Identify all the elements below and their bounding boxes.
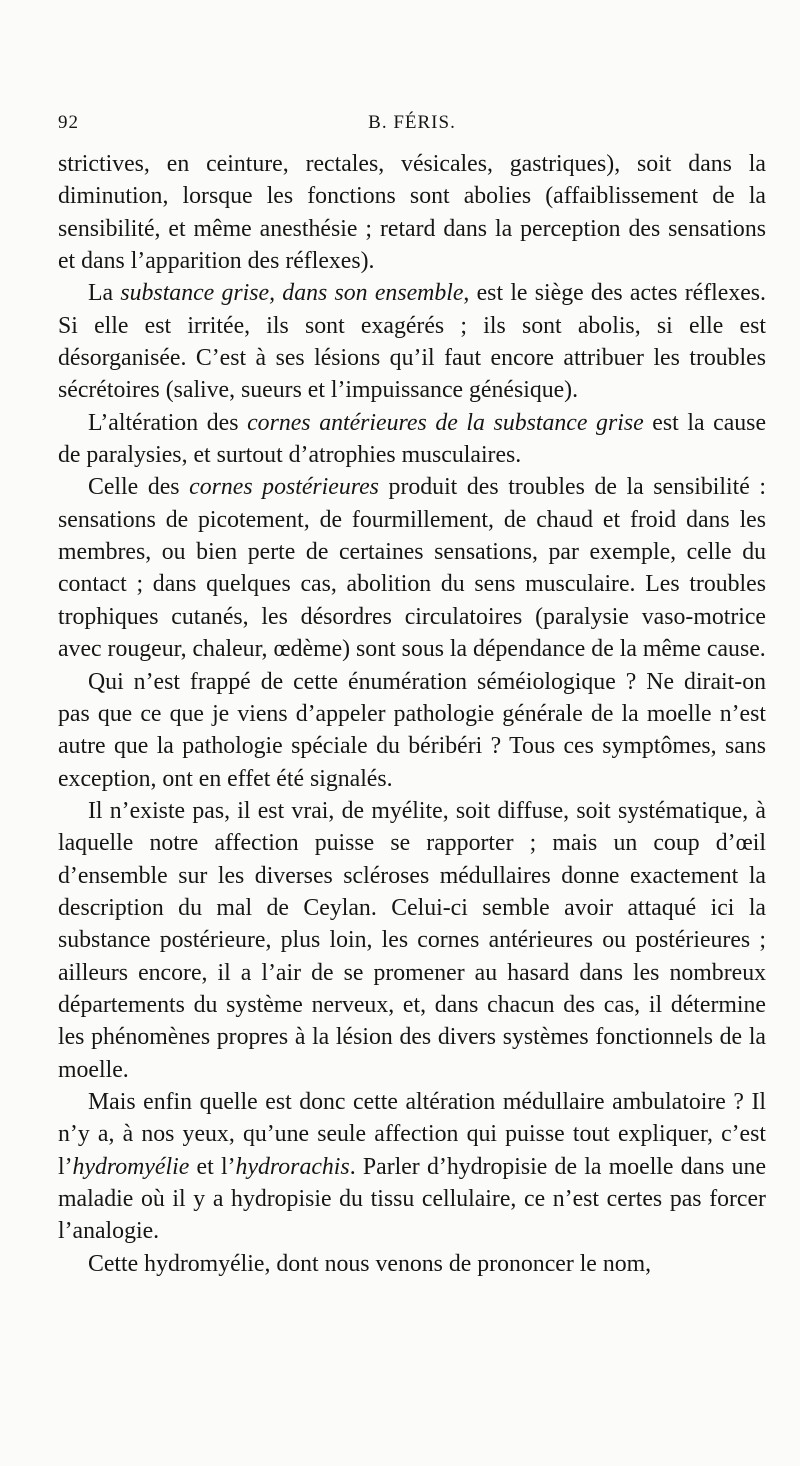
running-head (58, 112, 766, 148)
text-run: est la cause de paralysies, et surtout d’atrophies musculaires. (58, 409, 767, 469)
text-run: et l’ (189, 1153, 236, 1180)
text-run: Celle des (88, 474, 190, 501)
italic-term: substance grise, dans son ensemble (120, 280, 464, 307)
page-number: 92 (58, 112, 79, 133)
paragraph (58, 666, 766, 795)
paragraph (58, 277, 766, 406)
paragraph (58, 1248, 766, 1280)
text-run: . Parler d’hydropisie de la moelle dans une maladie où il y a hydropisie du tissu cellulaire, ce n’est certes pas forcer l’analogie. (58, 1153, 767, 1245)
running-title: B. FÉRIS. (368, 112, 456, 133)
text-run: , est le siège des actes réflexes. Si elle est irritée, ils sont exagérés ; ils sont abolis, si elle est désorganisée. C’est à ses lésions qu’il faut encore attribuer les troubles sécrétoires (salive, sueurs et l’impuissance génésique). (58, 280, 766, 404)
paragraph (58, 407, 766, 472)
text-run: La (88, 280, 121, 307)
italic-term: hydrorachis (235, 1153, 350, 1180)
text-run: Qui n’est frappé de cette énumération séméiologique ? Ne dirait-on pas que ce que je viens d’appeler pathologie générale de la moelle n’est autre que la pathologie spéciale du béribéri ? Tous ces symptômes, sans exception, ont en effet été signalés. (58, 668, 766, 792)
italic-term: hydromyélie (72, 1153, 190, 1180)
paragraph (58, 471, 766, 665)
text-run: produit des troubles de la sensibilité : sensations de picotement, de fourmillement, de chaud et froid dans les membres, ou bien perte de certaines sensations, par exemple, celle du contact ; dans quelques cas, abolition du sens musculaire. Les troubles trophiques cutanés, les désordres circulatoires (paralysie vaso-motrice avec rougeur, chaleur, œdème) sont sous la dépendance de la même cause. (58, 474, 766, 663)
text-run: Mais enfin quelle est donc cette altération médullaire ambulatoire ? Il n’y a, à nos yeux, qu’une seule affection qui puisse tout expliquer, c’est l’ (58, 1088, 766, 1180)
text-run: strictives, en ceinture, rectales, vésicales, gastriques), soit dans la diminution, lorsque les fonctions sont abolies (affaiblissement de la sensibilité, et même anesthésie ; retard dans la perception des sensations et dans l’apparition des réflexes). (58, 151, 766, 275)
text-run: Cette hydromyélie, dont nous venons de prononcer le nom, (88, 1250, 652, 1277)
italic-term: cornes postérieures (189, 474, 379, 501)
italic-term: cornes antérieures de la substance grise (247, 409, 644, 436)
body-text (58, 148, 766, 1280)
text-run: L’altération des (88, 409, 248, 436)
paragraph (58, 1086, 766, 1248)
text-run: Il n’existe pas, il est vrai, de myélite, soit diffuse, soit systématique, à laquelle notre affection puisse se rapporter ; mais un coup d’œil d’ensemble sur les diverses scléroses médullaires donne exactement la description du mal de Ceylan. Celui-ci semble avoir attaqué ici la substance postérieure, plus loin, les cornes antérieures ou postérieures ; ailleurs encore, il a l’air de se promener au hasard dans les nombreux départements du système nerveux, et, dans chacun des cas, il détermine les phénomènes propres à la lésion des divers systèmes fonctionnels de la moelle. (58, 797, 766, 1083)
paragraph (58, 148, 766, 277)
paragraph (58, 795, 766, 1086)
